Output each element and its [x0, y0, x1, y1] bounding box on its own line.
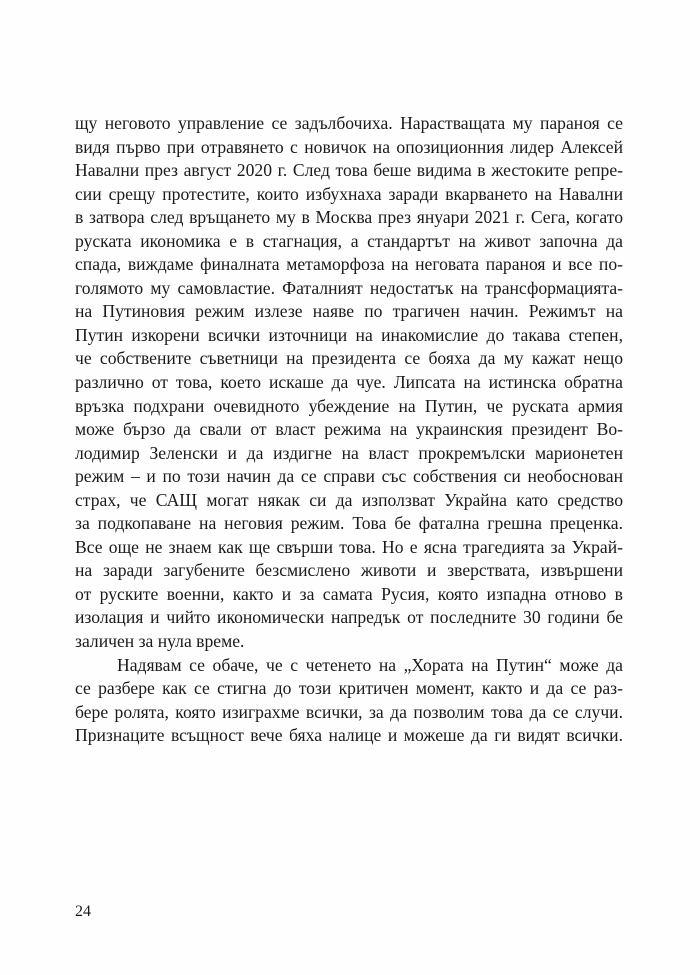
text-line: щу неговото управление се задълбочиха. Нарастващата му параноя се	[75, 113, 623, 133]
text-line: заличен за нула време.	[75, 631, 245, 652]
text-line: на заради загубените безсмислено животи и зверствата, извършени	[75, 560, 623, 581]
text-line: режим – и по този начин да се справи със собствения си необоснован	[75, 466, 623, 487]
page-number: 24	[75, 903, 91, 920]
text-line: Все още не знаем как ще свърши това. Но е ясна трагедията за Украй-	[75, 536, 623, 557]
text-line: сии срещу протестите, които избухнаха заради вкарването на Навални	[75, 183, 623, 204]
text-line: може бързо да свали от власт режима на украинския президент Во-	[75, 419, 623, 440]
body-text	[75, 112, 623, 748]
paragraph-2	[75, 654, 623, 748]
text-line: различно от това, което искаше да чуе. Липсата на истинска обратна	[75, 372, 623, 393]
text-line: че собствените съветници на президента се бояха да му кажат нещо	[75, 348, 623, 369]
text-line: връзка подхрани очевидното убеждение на Путин, че руската армия	[75, 395, 623, 416]
text-line: в затвора след връщането му в Москва през януари 2021 г. Сега, когато	[75, 207, 623, 228]
paragraph-1	[75, 112, 623, 654]
text-line: Навални през август 2020 г. След това беше видима в жестоките репре-	[75, 160, 623, 181]
text-line: от руските военни, както и за самата Русия, която изпадна отново в	[75, 583, 623, 604]
text-line: Путин изкорени всички източници на инакомислие до такава степен,	[75, 324, 623, 345]
text-line: голямото му самовластие. Фаталният недостатък на трансформацията-	[75, 277, 623, 298]
text-line: видя първо при отравянето с новичок на опозиционния лидер Алексей	[75, 136, 623, 157]
text-line: на Путиновия режим излезе наяве по трагичен начин. Режимът на	[75, 301, 623, 322]
text-line: Надявам се обаче, че с четенето на „Хората на Путин“ може да	[117, 654, 623, 675]
text-line: руската икономика е в стагнация, а стандартът на живот започна да	[75, 230, 623, 251]
text-line: бере ролята, която изиграхме всички, за да позволим това да се случи.	[75, 701, 623, 722]
text-line: за подкопаване на неговия режим. Това бе фатална грешна преценка.	[75, 513, 623, 534]
text-line: лодимир Зеленски и да издигне на власт прокремълски марионетен	[75, 442, 623, 463]
text-line: се разбере как се стигна до този критичен момент, както и да се раз-	[75, 678, 623, 699]
text-line: страх, че САЩ могат някак си да използват Украйна като средство	[75, 489, 623, 510]
text-line: Признаците всъщност вече бяха налице и можеше да ги видят всички.	[75, 725, 623, 746]
text-line: изолация и чийто икономически напредък от последните 30 години бе	[75, 607, 623, 628]
text-line: спада, виждаме финалната метаморфоза на неговата параноя и все по-	[75, 254, 623, 275]
